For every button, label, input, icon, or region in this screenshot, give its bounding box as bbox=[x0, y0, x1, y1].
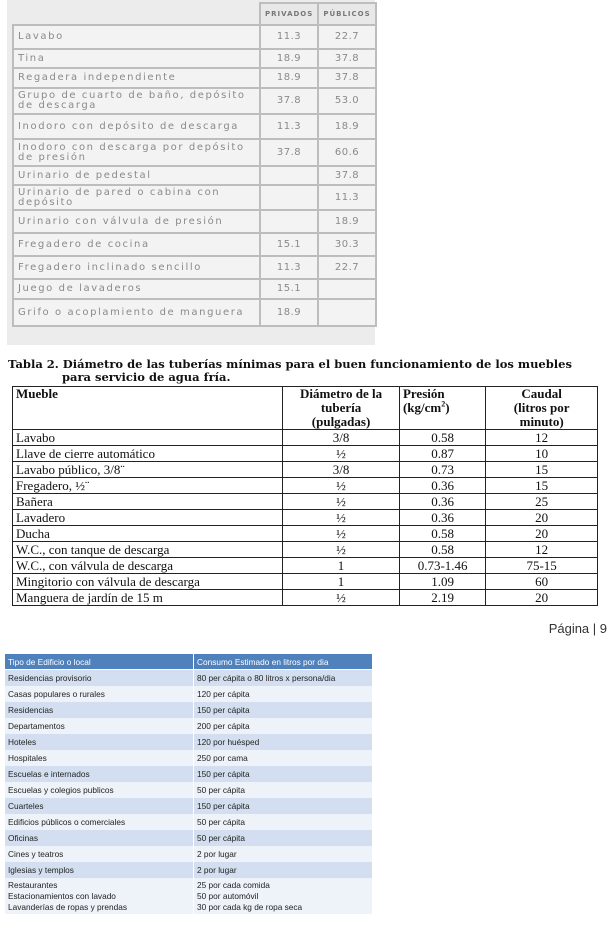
consumption-cell: 2 por lugar bbox=[194, 846, 373, 862]
table-row bbox=[5, 734, 373, 750]
diametro-cell: ½ bbox=[283, 526, 400, 542]
consumption-cell: 150 per cápita bbox=[194, 702, 373, 718]
page-number: Página | 9 bbox=[548, 621, 607, 636]
fixture-name-cell: Grupo de cuarto de baño, depósito de descarga bbox=[13, 88, 260, 114]
publicos-value-cell: 53.0 bbox=[318, 88, 376, 114]
privados-value-cell: 18.9 bbox=[260, 68, 318, 88]
diametro-cell: ½ bbox=[283, 446, 400, 462]
privados-value-cell bbox=[260, 185, 318, 210]
fixture-name-cell: Urinario de pared o cabina con depósito bbox=[13, 185, 260, 210]
caudal-cell: 20 bbox=[486, 590, 598, 606]
mueble-cell: Lavabo público, 3/8¨ bbox=[13, 462, 283, 478]
fixture-name-cell: Lavabo bbox=[13, 25, 260, 49]
fixture-name-cell: Fregadero de cocina bbox=[13, 233, 260, 256]
building-type-cell: Escuelas y colegios publicos bbox=[5, 782, 194, 798]
building-type-cell: Escuelas e internados bbox=[5, 766, 194, 782]
table-row bbox=[13, 166, 376, 185]
mueble-cell: Fregadero, ½¨ bbox=[13, 478, 283, 494]
publicos-value-cell: 60.6 bbox=[318, 139, 376, 166]
building-type-cell: Residencias bbox=[5, 702, 194, 718]
table-row bbox=[13, 526, 598, 542]
publicos-value-cell: 37.8 bbox=[318, 68, 376, 88]
table-row bbox=[13, 88, 376, 114]
consumption-cell: 2 por lugar bbox=[194, 862, 373, 878]
consumption-cell: 200 per cápita bbox=[194, 718, 373, 734]
caudal-cell: 12 bbox=[486, 430, 598, 446]
header-consumo: Consumo Estimado en litros por dia bbox=[194, 654, 373, 670]
table-row bbox=[5, 878, 373, 914]
diametro-cell: ½ bbox=[283, 510, 400, 526]
mueble-cell: Lavadero bbox=[13, 510, 283, 526]
fixture-name-cell: Fregadero inclinado sencillo bbox=[13, 256, 260, 279]
publicos-value-cell bbox=[318, 279, 376, 299]
building-type-cell: Oficinas bbox=[5, 830, 194, 846]
header-presion bbox=[399, 387, 485, 430]
table-row bbox=[13, 114, 376, 139]
fixture-name-cell: Tina bbox=[13, 49, 260, 68]
privados-value-cell: 11.3 bbox=[260, 256, 318, 279]
caption-line-1: Tabla 2. Diámetro de las tuberías mínimas para el buen funcionamiento de los muebles bbox=[8, 357, 572, 371]
table-row bbox=[13, 494, 598, 510]
caudal-cell: 25 bbox=[486, 494, 598, 510]
header-privados: PRIVADOS bbox=[260, 3, 318, 25]
table-row bbox=[5, 766, 373, 782]
presion-cell: 1.09 bbox=[399, 574, 485, 590]
consumption-cell: 80 per cápita o 80 litros x persona/dia bbox=[194, 670, 373, 687]
table-row bbox=[13, 478, 598, 494]
publicos-value-cell: 18.9 bbox=[318, 114, 376, 139]
scanned-table-image bbox=[7, 0, 375, 345]
header-publicos: PÚBLICOS bbox=[318, 3, 376, 25]
cell-line: Estacionamientos con lavado bbox=[8, 890, 116, 901]
privados-value-cell: 37.8 bbox=[260, 139, 318, 166]
presion-cell: 0.36 bbox=[399, 510, 485, 526]
diametro-cell: ½ bbox=[283, 494, 400, 510]
mueble-cell: Llave de cierre automático bbox=[13, 446, 283, 462]
diametro-cell: 3/8 bbox=[283, 430, 400, 446]
table-row bbox=[5, 782, 373, 798]
privados-value-cell: 18.9 bbox=[260, 299, 318, 326]
header-tipo-edificio: Tipo de Edificio o local bbox=[5, 654, 194, 670]
mueble-cell: W.C., con tanque de descarga bbox=[13, 542, 283, 558]
header-line: Presión bbox=[402, 386, 445, 401]
diametro-cell: 1 bbox=[283, 574, 400, 590]
publicos-value-cell bbox=[318, 299, 376, 326]
caption-line-2: para servicio de agua fría. bbox=[62, 369, 231, 384]
caudal-cell: 15 bbox=[486, 462, 598, 478]
header-line: Caudal bbox=[521, 386, 562, 401]
cell-line: 30 por cada kg de ropa seca bbox=[197, 901, 303, 912]
table-row bbox=[13, 68, 376, 88]
consumption-cell: 50 per cápita bbox=[194, 782, 373, 798]
table-header-row bbox=[13, 387, 598, 430]
consumption-cell: 150 per cápita bbox=[194, 798, 373, 814]
cell-line: Restaurantes bbox=[8, 879, 58, 890]
privados-value-cell bbox=[260, 166, 318, 185]
diametro-cell: 1 bbox=[283, 558, 400, 574]
table-row bbox=[13, 446, 598, 462]
fixture-name-cell: Inodoro con depósito de descarga bbox=[13, 114, 260, 139]
privados-value-cell: 11.3 bbox=[260, 25, 318, 49]
building-type-cell: Departamentos bbox=[5, 718, 194, 734]
table-row bbox=[13, 542, 598, 558]
table-row bbox=[13, 430, 598, 446]
table-row bbox=[13, 185, 376, 210]
table2-caption bbox=[8, 358, 598, 383]
fixture-name-cell: Inodoro con descarga por depósito de presión bbox=[13, 139, 260, 166]
diametro-cell: ½ bbox=[283, 542, 400, 558]
presion-cell: 0.73 bbox=[399, 462, 485, 478]
table-row bbox=[5, 686, 373, 702]
diametro-cell: ½ bbox=[283, 590, 400, 606]
cell-line: 50 por automóvil bbox=[197, 890, 259, 901]
consumption-cell: 250 por cama bbox=[194, 750, 373, 766]
caudal-cell: 20 bbox=[486, 526, 598, 542]
presion-cell: 0.73-1.46 bbox=[399, 558, 485, 574]
presion-cell: 0.36 bbox=[399, 478, 485, 494]
table-row bbox=[13, 558, 598, 574]
presion-cell: 0.36 bbox=[399, 494, 485, 510]
presion-cell: 0.58 bbox=[399, 526, 485, 542]
table-header-row bbox=[13, 3, 376, 25]
table-row bbox=[13, 462, 598, 478]
cell-line: 25 por cada comida bbox=[197, 879, 270, 890]
presion-cell: 2.19 bbox=[399, 590, 485, 606]
table-row bbox=[13, 299, 376, 326]
table-row bbox=[5, 862, 373, 878]
consumption-cell: 150 per cápita bbox=[194, 766, 373, 782]
caudal-cell: 12 bbox=[486, 542, 598, 558]
building-type-cell: Iglesias y templos bbox=[5, 862, 194, 878]
header-line: (litros por bbox=[513, 400, 570, 415]
consumption-cell: 50 per cápita bbox=[194, 814, 373, 830]
table-row bbox=[13, 210, 376, 233]
cell-line: Lavanderías de ropas y prendas bbox=[8, 901, 128, 912]
publicos-value-cell: 22.7 bbox=[318, 25, 376, 49]
unit-text: (kg/cm bbox=[402, 400, 442, 415]
mueble-cell: Lavabo bbox=[13, 430, 283, 446]
presion-cell: 0.58 bbox=[399, 430, 485, 446]
building-type-cell: Casas populares o rurales bbox=[5, 686, 194, 702]
header-line: minuto) bbox=[519, 414, 564, 429]
caudal-cell: 15 bbox=[486, 478, 598, 494]
building-type-cell: Hospitales bbox=[5, 750, 194, 766]
unit-text: ) bbox=[445, 400, 450, 415]
consumption-cell bbox=[194, 878, 373, 914]
caudal-cell: 20 bbox=[486, 510, 598, 526]
diametro-cell: 3/8 bbox=[283, 462, 400, 478]
building-type-cell: Residencias provisorio bbox=[5, 670, 194, 687]
diametro-cell: ½ bbox=[283, 478, 400, 494]
fixture-name-cell: Regadera independiente bbox=[13, 68, 260, 88]
consumption-cell: 120 per cápita bbox=[194, 686, 373, 702]
mueble-cell: Mingitorio con válvula de descarga bbox=[13, 574, 283, 590]
header-line: (pulgadas) bbox=[311, 414, 371, 429]
building-type-cell bbox=[5, 878, 194, 914]
privados-value-cell: 15.1 bbox=[260, 279, 318, 299]
table-row bbox=[13, 233, 376, 256]
table-row bbox=[5, 846, 373, 862]
header-blank-cell bbox=[13, 3, 260, 25]
consumption-cell: 120 por huésped bbox=[194, 734, 373, 750]
fixture-name-cell: Grifo o acoplamiento de manguera bbox=[13, 299, 260, 326]
publicos-value-cell: 37.8 bbox=[318, 166, 376, 185]
caudal-cell: 60 bbox=[486, 574, 598, 590]
publicos-value-cell: 22.7 bbox=[318, 256, 376, 279]
building-type-cell: Cuarteles bbox=[5, 798, 194, 814]
header-line: tubería bbox=[320, 400, 362, 415]
unit-exponent: 2 bbox=[441, 399, 446, 409]
header-mueble: Mueble bbox=[13, 387, 283, 430]
privados-value-cell: 15.1 bbox=[260, 233, 318, 256]
fixture-name-cell: Juego de lavaderos bbox=[13, 279, 260, 299]
water-consumption-table bbox=[4, 653, 373, 914]
pipe-diameter-table bbox=[12, 386, 598, 606]
table-row bbox=[5, 702, 373, 718]
header-diametro bbox=[283, 387, 400, 430]
publicos-value-cell: 30.3 bbox=[318, 233, 376, 256]
table-row bbox=[13, 279, 376, 299]
fixture-name-cell: Urinario con válvula de presión bbox=[13, 210, 260, 233]
privados-value-cell: 18.9 bbox=[260, 49, 318, 68]
table-row bbox=[13, 590, 598, 606]
building-type-cell: Cines y teatros bbox=[5, 846, 194, 862]
header-line bbox=[403, 401, 482, 415]
mueble-cell: Ducha bbox=[13, 526, 283, 542]
table-row bbox=[13, 256, 376, 279]
table-row bbox=[5, 830, 373, 846]
table-header-row bbox=[5, 654, 373, 670]
privados-value-cell bbox=[260, 210, 318, 233]
table-row bbox=[13, 25, 376, 49]
presion-cell: 0.87 bbox=[399, 446, 485, 462]
consumption-cell: 50 per cápita bbox=[194, 830, 373, 846]
table-row bbox=[5, 718, 373, 734]
publicos-value-cell: 37.8 bbox=[318, 49, 376, 68]
caudal-cell: 10 bbox=[486, 446, 598, 462]
building-type-cell: Hoteles bbox=[5, 734, 194, 750]
publicos-value-cell: 11.3 bbox=[318, 185, 376, 210]
table-row bbox=[5, 798, 373, 814]
caudal-cell: 75-15 bbox=[486, 558, 598, 574]
fixture-name-cell: Urinario de pedestal bbox=[13, 166, 260, 185]
privados-value-cell: 37.8 bbox=[260, 88, 318, 114]
header-line: Diámetro de la bbox=[300, 386, 383, 401]
building-type-cell: Edificios públicos o comerciales bbox=[5, 814, 194, 830]
publicos-value-cell: 18.9 bbox=[318, 210, 376, 233]
table-row bbox=[13, 510, 598, 526]
table-row bbox=[13, 49, 376, 68]
table-row bbox=[13, 574, 598, 590]
table-row bbox=[5, 750, 373, 766]
fixture-flow-table bbox=[12, 2, 377, 327]
privados-value-cell: 11.3 bbox=[260, 114, 318, 139]
mueble-cell: W.C., con válvula de descarga bbox=[13, 558, 283, 574]
mueble-cell: Manguera de jardín de 15 m bbox=[13, 590, 283, 606]
mueble-cell: Bañera bbox=[13, 494, 283, 510]
table-row bbox=[5, 814, 373, 830]
header-caudal bbox=[486, 387, 598, 430]
presion-cell: 0.58 bbox=[399, 542, 485, 558]
table-row bbox=[5, 670, 373, 687]
table-row bbox=[13, 139, 376, 166]
